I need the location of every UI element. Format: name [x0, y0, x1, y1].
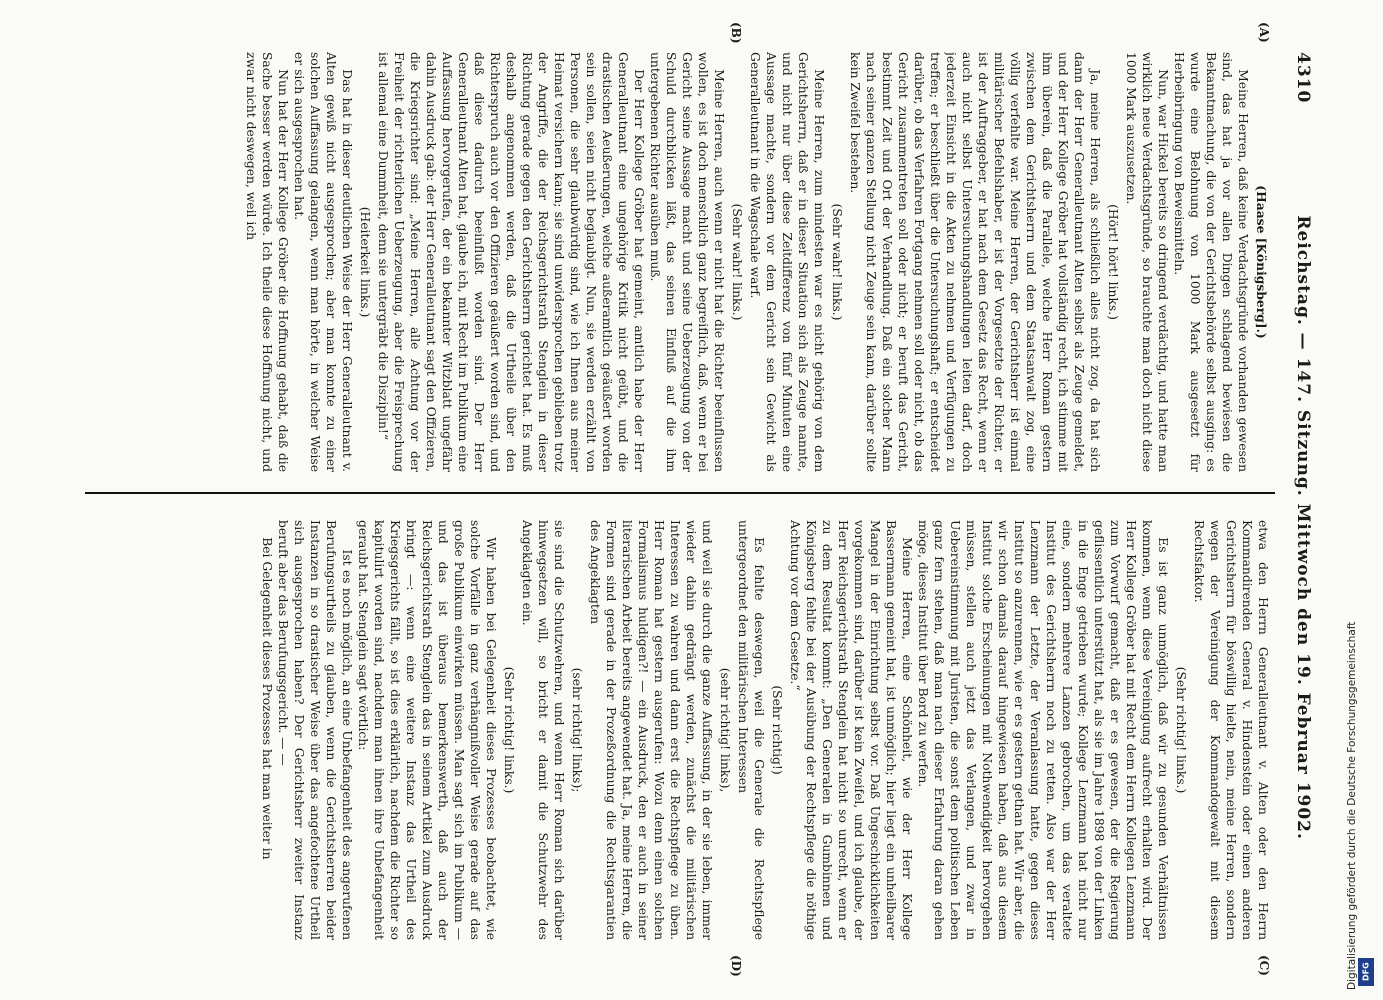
interjection: (sehr richtig! links),: [718, 667, 732, 793]
margin-mark-c: (C): [1257, 955, 1271, 976]
paragraph: etwa den Herrn Generalleutnant v. Alten oder den Herrn Kommandirenden General v. Hindenstein oder einen anderen Gerichtsherrn für böswillig hielte, nein, meine Herren, sondern wegen der Vereinigung der Kommandogewalt mit diesem Rechtsfaktor.: [1192, 520, 1270, 940]
paragraph: Nun hat der Herr Kollege Gröber die Hoffnung gehabt, daß die Sache besser werden würde. Ich theile diese Hoffnung nicht, und zwar nicht deswegen, weil ich: [244, 52, 290, 472]
left-text-column: [91, 52, 1271, 472]
paragraph: Es ist ganz unmöglich, daß wir zu gesunden Verhältnissen kommen, wenn diese Vereinigung aufrecht erhalten wird. Der Herr Kollege Gröber hat mit Recht dem Herrn Kollegen Lenzmann zum Vorwurf gemacht, daß er es gewesen, der die Regierung geflissentlich unterstützt hat, als sie im Jahre 1898 von der Linken in die Enge getrieben wurde; Kollege Lenzmann hat nicht nur eine, sondern mehrere Lanzen gebrochen, um das veraltete Institut des Gerichtsherrn noch zu retten. Also war der Herr Lenzmann der Letzte, der Veranlassung hatte, gegen dieses Institut so anzurennen, wie er es gestern gethan hat. Wir aber, die wir schon damals darauf hingewiesen haben, daß aus diesem Institut solche Erscheinungen mit Nothwendigkeit hervorgehen müssen, stellen auch jetzt das Verlangen, und zwar in Uebereinstimmung mit Juristen, die sonst dem politischen Leben ganz fern stehen, daß man nach dieser Erfahrung daran gehen möge, dieses Institut über Bord zu werfen.: [916, 520, 1170, 940]
margin-mark-a: (A): [1257, 22, 1271, 43]
paragraph: Es fehlte deswegen, weil die Generale die Rechtspflege untergeordnet den militärischen Interessen: [736, 520, 766, 940]
paragraph: Bei Gelegenheit dieses Prozesses hat man weiter in: [260, 537, 274, 860]
speaker-label: (Haase [Königsberg].): [1254, 185, 1269, 339]
paragraph: Ja, meine Herren, als schließlich alles nicht zog, da hat sich dann der Herr Generalleutnant Alten selbst als Zeuge gemeldet, und der Herr Kollege Gröber hat vollständig recht, ich stimme mit ihm überein, daß die Parallele, welche Herr Roman gestern zwischen dem Gerichtsherrn und dem Staatsanwalt zog, eine völlig verfehlte war. Meine Herren, der Gerichtsherr ist einmal militärischer Befehlshaber, er ist der Vorgesetzte der Richter, er ist der Auftraggeber, er hat nach dem Gesetz das Recht, wenn er auch nicht selbst Untersuchungshandlungen leiten darf, doch jederzeit Einsicht in die Akten zu nehmen und Verfügungen zu treffen; er beschließt über die Untersuchungshaft; er entscheidet darüber, ob das Verfahren Fortgang nehmen soll oder nicht, ob das Gericht zusammentreten soll oder nicht; er beruft das Gericht, bestimmt Zeit und Ort der Verhandlung. Daß ein solcher Mann nach seiner ganzen Stellung nicht Zeuge sein kann, darüber sollte kein Zweifel bestehen.: [848, 52, 1102, 472]
interjection: (Sehr wahr! links.): [830, 203, 844, 321]
digitization-credit: [1332, 0, 1372, 1000]
paragraph: Meine Herren, eine Schönheit, wie der Herr Kollege Bassermann gemeint hat, ist unmöglich; hier liegt ein unheilbarer Mangel in der Einrichtung selbst vor. Daß Ungeschicklichkeiten vorgekommen sind, darüber ist kein Zweifel, und ich glaube, der Herr Reichsgerichtsrath Stenglein hat nicht so unrecht, wenn er zu dem Resultat kommt: „Den Generalen in Gumbinnen und Königsberg fehlte bei der Ausübung der Rechtspflege die nöthige Achtung vor dem Gesetze.“: [788, 520, 914, 940]
paragraph: Der Herr Kollege Gröber hat gemeint, amtlich habe der Herr Generalleutnant eine ungehörige Kritik nicht geübt, und die drastischen Aeußerungen, welche außeramtlich geäußert worden sein sollen, seien nicht beglaubigt. Nun, sie werden erzählt von Personen, die sehr glaubwürdig sind, wie ich Ihnen aus meiner Heimat versichern kann; sie sind unwidersprochen geblieben trotz der Angriffe, die der Reichsgerichtsrath Stenglein in dieser Richtung gerade gegen den Gerichtsherrn gerichtet hat. Es muß deshalb angenommen werden, daß die Urtheile über den Richterspruch auch vor den Offizieren geäußert worden sind, und daß diese dadurch beeinflußt worden sind. Der Herr Generalleutnant Alten hat, glaube ich, mit Recht im Publikum eine Auffassung hervorgerufen, der ein bekannter Witzblatt ungefähr dahin Ausdruck gab: der Herr Generalleutnant sagt den Offizieren, die Kriegsrichter sind: „Meine Herren, alle Achtung vor der Freiheit der richterlichen Ueberzeugung, aber die Freisprechung ist allemal eine Dummheit, denn sie untergräbt die Disziplin!“: [376, 52, 646, 472]
quotation: Ist es noch möglich, an eine Unbefangenheit des angerufenen Berufungsurtheils zu glauben, wenn die Gerichtsherren beider Instanzen in so drastischer Weise über das angefochtene Urtheil sich ausgesprochen haben? Der Gerichtsherr zweiter Instanz beruft aber das Berufungsgericht. — —: [276, 520, 354, 940]
interjection: (Sehr richtig! links.): [1174, 666, 1188, 794]
page-number: 4310: [1293, 52, 1313, 104]
interjection: (Sehr richtig!): [770, 685, 784, 775]
paragraph: Wir haben bei Gelegenheit dieses Prozesses beobachtet, wie solche Vorfälle in ganz verhängnißvoller Weise gerade auf das große Publikum einwirken müssen. Man sagt sich im Publikum — und das ist überaus bemerkenswerth, daß auch der Reichsgerichtsrath Stenglein das in seinem Artikel zum Ausdruck bringt —: wenn eine weitere Instanz das Urtheil des Kriegsgerichts fällt, so ist dies erklärlich, nachdem die Richter so kapitulirt worden sind, nachdem man ihnen ihre Unbefangenheit geraubt hat. Stenglein sagt wörtlich:: [356, 520, 498, 940]
interjection: (Heiterkeit links.): [358, 206, 372, 318]
paragraph: Meine Herren, daß keine Verdachtsgründe vorhanden gewesen sind, das hat ja vor allen Dingen schlagend bewiesen die Bekanntmachung, die von der Gerichtsbehörde selbst ausging: es wurde eine Belohnung von 1000 Mark ausgesetzt für Herbeibringung von Beweismitteln.: [1172, 52, 1250, 472]
paragraph: und weil sie durch die ganze Auffassung, in der sie leben, immer wieder dahin gedrängt werden, zunächst die militärischen Interessen zu wahren und dann erst die Rechtspflege zu üben. Herr Roman hat gestern ausgerufen: Wozu denn einen solchen Formalismus huldigen?! — ein Ausdruck, den er auch in seiner literarischen Arbeit bereits angewendet hat. Ja, meine Herren, die Formen sind gerade in der Prozeßordnung die Rechtsgarantien des Angeklagten: [588, 520, 714, 940]
paragraph: Meine Herren, zum mindesten war es nicht gehörig von dem Gerichtsherrn, daß er in dieser Situation sich als Zeuge nannte, und nicht nur über diese Zeitdifferenz von fünf Minuten eine Aussage machte, sondern vor dem Gericht sein Gewicht als Generalleutnant in die Wagschale warf.: [748, 52, 826, 472]
interjection: (Sehr wahr! links.): [730, 203, 744, 321]
interjection: (Hört! hört! links.): [1106, 204, 1120, 320]
paragraph: sie sind die Schutzwehren, und wenn Herr Roman sich darüber hinwegsetzen will, so bricht er damit die Schutzwehr des Angeklagten ein.: [520, 520, 566, 940]
margin-mark-d: (D): [729, 955, 743, 977]
paragraph: Nun, war Hickel bereits so dringend verdächtig, und hatte man wirklich neue Verdachtsgründe, so brauchte man doch nicht diese 1000 Mark auszusetzen.: [1124, 52, 1170, 472]
column-divider: [85, 492, 1275, 494]
paragraph: Meine Herren, auch wenn er nicht hat die Richter beeinflussen wollen, es ist doch menschlich ganz begreiflich, daß, wenn er bei Gericht seine Aussage macht und seine Ueberzeugung von der Schuld durchblicken läßt, das seinen Einfluß auf die ihm untergebenen Richter ausüben muß.: [648, 52, 726, 472]
running-title: Reichstag. — 147. Sitzung. Mittwoch den 19. Februar 1902.: [1293, 215, 1313, 840]
interjection: (Sehr richtig! links.): [502, 666, 516, 794]
right-text-column: [91, 520, 1271, 940]
page-header: [1283, 52, 1313, 952]
dfg-logo: DFG: [1358, 958, 1374, 986]
paragraph: Das hat in dieser deutlichen Weise der Herr Generalleutnant v. Alten gewiß nicht ausgesprochen; aber man konnte zu einer solchen Auffassung gelangen, wenn man hörte, in welcher Weise er sich ausgesprochen hat.: [292, 52, 354, 472]
credit-text: Digitalisierung gefördert durch die Deutsche Forschungsgemeinschaft: [1346, 621, 1358, 990]
margin-mark-b: (B): [729, 22, 743, 44]
interjection: (sehr richtig! links);: [570, 667, 584, 793]
